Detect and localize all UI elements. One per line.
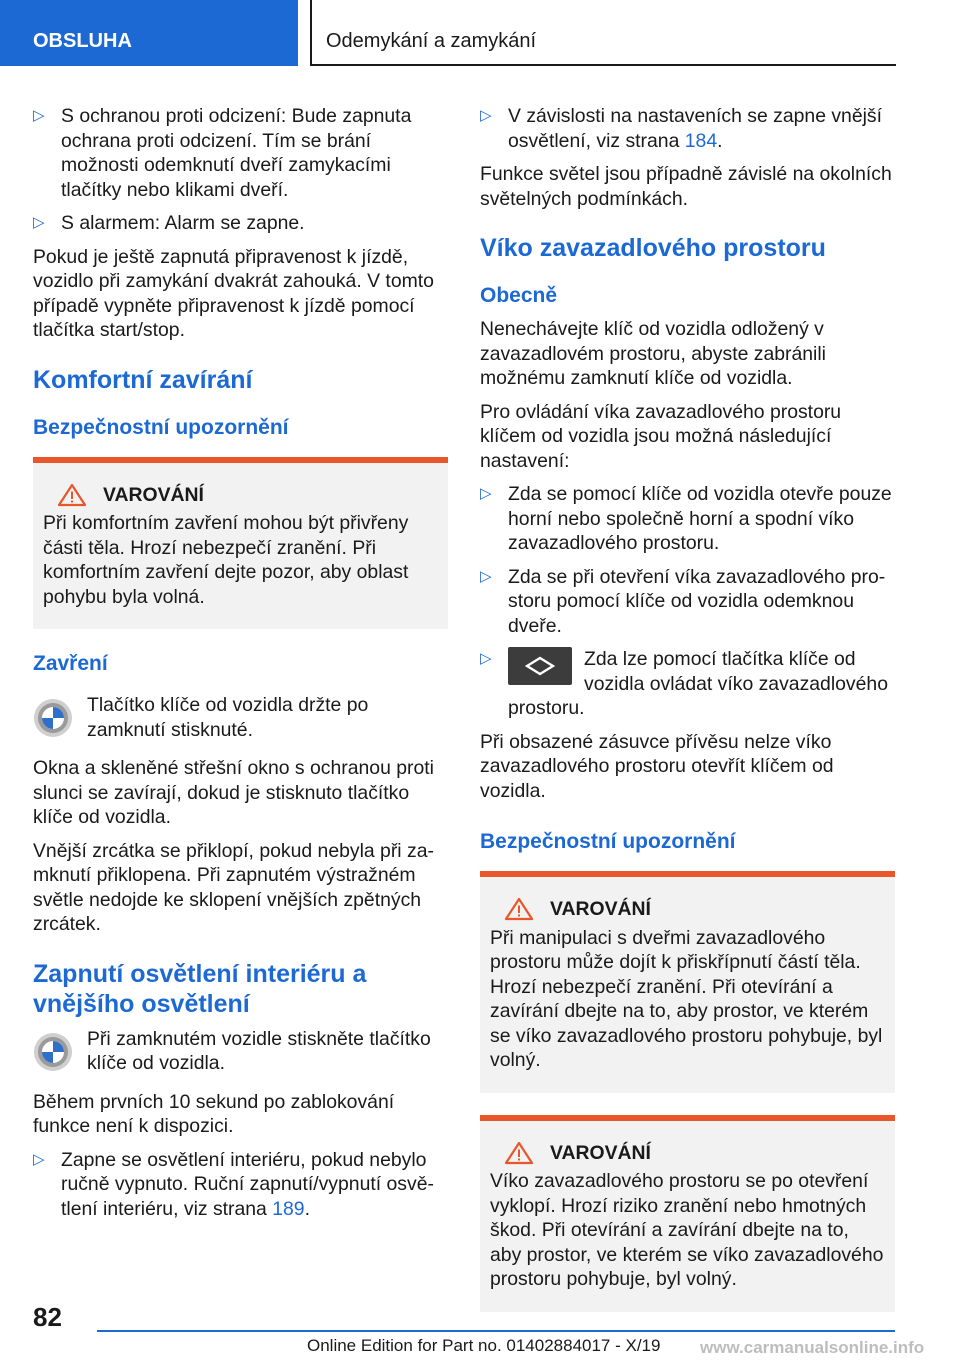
list-item: ▷ Zda se při otevření víka zavazadlového prostoru pomocí klíče od vozidla odemknou dveře. bbox=[480, 565, 886, 637]
list-item: ▷ S ochranou proti odcizení: Bude zapnuta ochrana proti odcizení. Tím se brání možnosti odemknutí dveří zamykacími tlačítky nebo klikami dveří. bbox=[33, 105, 412, 201]
chapter-title: Odemykání a zamykání bbox=[326, 30, 537, 52]
key-lock-button-icon bbox=[33, 698, 73, 738]
watermark: www.carmanualsonline.info bbox=[700, 1338, 925, 1357]
paragraph: Funkce světel jsou případně závislé na okolních světelných podmínkách. bbox=[480, 163, 892, 210]
paragraph: Pokud je ještě zapnutá připravenost k jízdě, vozidlo při zamykání dvakrát zahouká. V tomto případě vypněte připravenost k jízdě pomocí tlačítka start/stop. bbox=[33, 245, 434, 341]
section-tab: OBSLUHA bbox=[0, 0, 298, 66]
bullet-triangle-icon: ▷ bbox=[480, 107, 492, 124]
bullet-triangle-icon: ▷ bbox=[33, 107, 45, 124]
bullet-triangle-icon: ▷ bbox=[480, 485, 492, 502]
warning-text: Při manipulaci s dveřmi zavazadlového prostoru může dojít k přiskřípnutí částí těla. Hrozí nebezpečí zranění. Při otevírání a zavírání dbejte na to, aby prostor, ve kterém se víko zavazadlového prostoru pohybuje, byl volný. bbox=[490, 926, 883, 1071]
page-reference-link[interactable]: 189 bbox=[272, 1197, 305, 1220]
list-item: ▷ Zda lze pomocí tlačítka klíče od vozidla ovládat víko zavazadlového prostoru. bbox=[480, 648, 888, 719]
key-instruction bbox=[33, 693, 448, 742]
warning-text: Při komfortním zavření mohou být přivřeny části těla. Hrozí nebezpečí zranění. Při komfortním zavření dejte pozor, aby oblast pohybu byla volná. bbox=[43, 512, 409, 608]
header-divider bbox=[310, 0, 312, 66]
list-item: ▷ Zda se pomocí klíče od vozidla otevře pouze horní nebo společně horní a spodní víko zavazadlového prostoru. bbox=[480, 483, 892, 554]
heading-zavreni: Zavření bbox=[33, 652, 108, 675]
bullet-triangle-icon: ▷ bbox=[480, 567, 492, 585]
key-instruction-text: Tlačítko klíče od vozidla držte po zamknutí stisknuté. bbox=[87, 694, 369, 741]
bullet-triangle-icon: ▷ bbox=[33, 1150, 45, 1168]
warning-text: Víko zavazadlového prostoru se po otevření vyklopí. Hrozí riziko zranění nebo hmotných škod. Při otevírání a zavírání dbejte na to, aby prostor, ve kterém se víko zavazadlového prostoru pohybuje, byl volný. bbox=[490, 1170, 884, 1290]
warning-box bbox=[33, 457, 448, 630]
warning-title: VAROVÁNÍ bbox=[550, 1141, 651, 1164]
heading-obecne: Obecně bbox=[480, 284, 558, 307]
header-rule bbox=[310, 64, 896, 66]
list-item: ▷ V závislosti na nastaveních se zapne vnější osvětlení, viz strana 184. bbox=[480, 105, 883, 152]
heading-komfortni-zavirani: Komfortní zavírání bbox=[33, 365, 253, 394]
bullet-triangle-icon: ▷ bbox=[33, 214, 45, 231]
key-instruction-text: Při zamknutém vozidle stiskněte tlačítko klíče od vozidla. bbox=[87, 1027, 431, 1074]
heading-bezpecnostni-upozorneni: Bezpečnostní upozornění bbox=[33, 415, 289, 439]
warning-title: VAROVÁNÍ bbox=[103, 483, 204, 506]
key-instruction bbox=[33, 1027, 448, 1076]
warning-triangle-icon bbox=[504, 1141, 534, 1165]
heading-bezpecnostni-upozorneni: Bezpečnostní upozornění bbox=[480, 830, 736, 853]
paragraph: Nenechávejte klíč od vozidla odložený v zavazadlovém prostoru, abyste zabránili možnému zamknutí klíče od vozidla. bbox=[480, 318, 826, 389]
list-item: ▷ Zapne se osvětlení interiéru, pokud nebylo ručně vypnuto. Ruční zapnutí/vypnutí osvětlení interiéru, viz strana 189. bbox=[33, 1148, 434, 1220]
right-column bbox=[480, 104, 895, 1334]
paragraph: Okna a skleněné střešní okno s ochranou proti slunci se zavírají, dokud je stisknuto tlačítko klíče od vozidla. bbox=[33, 757, 434, 828]
trunk-lid-icon bbox=[525, 656, 555, 676]
warning-triangle-icon bbox=[504, 897, 534, 921]
heading-zapnuti-osvetleni: Zapnutí osvětlení interiéru a vnějšího osvětlení bbox=[33, 959, 367, 1018]
left-column bbox=[33, 104, 448, 1230]
key-lock-button-icon bbox=[33, 1032, 73, 1072]
footer-edition: Online Edition for Part no. 01402884017 - X/19 bbox=[307, 1336, 661, 1355]
page-number: 82 bbox=[33, 1302, 62, 1332]
warning-box bbox=[480, 871, 895, 1093]
paragraph: Vnější zrcátka se přiklopí, pokud nebyla při zamknutí přiklopena. Při zapnutém výstražném světle nedojde ke sklopení vnějších zpětných zrcátek. bbox=[33, 839, 434, 935]
trunk-button-image bbox=[508, 647, 572, 685]
page-reference-link[interactable]: 184 bbox=[684, 129, 718, 152]
warning-box bbox=[480, 1115, 895, 1312]
paragraph: Při obsazené zásuvce přívěsu nelze víko zavazadlového prostoru otevřít klíčem od vozidla. bbox=[480, 730, 834, 802]
heading-viko-zavazadloveho-prostoru: Víko zavazadlového prostoru bbox=[480, 234, 826, 262]
warning-triangle-icon bbox=[57, 483, 87, 507]
warning-title: VAROVÁNÍ bbox=[550, 898, 651, 920]
list-item: ▷ S alarmem: Alarm se zapne. bbox=[33, 212, 305, 234]
bullet-triangle-icon: ▷ bbox=[480, 650, 492, 667]
paragraph: Během prvních 10 sekund po zablokování funkce není k dispozici. bbox=[33, 1090, 395, 1137]
paragraph: Pro ovládání víka zavazadlového prostoru klíčem od vozidla jsou možná následující nastavení: bbox=[480, 400, 842, 472]
footer-rule bbox=[97, 1330, 895, 1332]
page-header bbox=[0, 0, 960, 66]
